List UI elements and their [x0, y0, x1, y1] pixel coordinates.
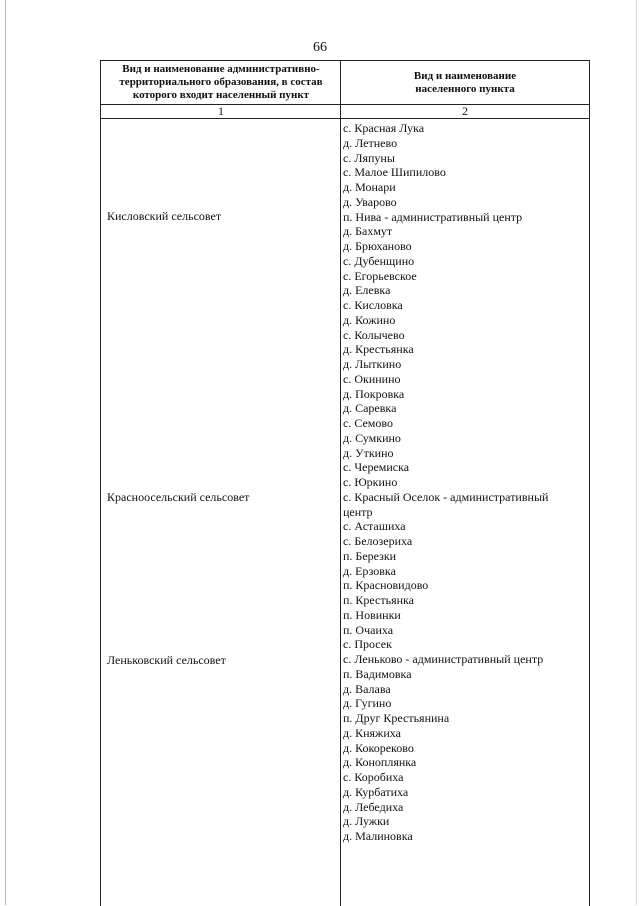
settlement-list [343, 121, 588, 844]
settlement-item: с. Красная Лука [343, 121, 425, 135]
settlement-item: с. Леньково - административный центр [343, 652, 544, 666]
settlement-item: п. Крестьянка [343, 593, 415, 607]
settlement-item: д. Крестьянка [343, 342, 414, 357]
header-col1 [102, 61, 340, 104]
settlements-table [100, 60, 590, 906]
settlement-item: п. Нива - административный центр [343, 209, 523, 224]
column-numbers-divider [100, 118, 590, 119]
settlement-item: п. Красновидово [343, 578, 429, 593]
settlement-item: п. Вадимовка [343, 666, 412, 681]
settlement-item: д. Уткино [343, 445, 394, 460]
admin-unit-lenkovsky: Леньковский сельсовет [107, 653, 226, 667]
settlement-item: д. Лужки [343, 814, 390, 829]
table-border-right [589, 60, 590, 906]
settlement-item: с. Черемиска [343, 460, 410, 475]
settlement-item: п. Друг Крестьянина [343, 711, 450, 725]
settlement-item: с. Коробиха [343, 770, 404, 784]
settlement-item: д. Елевка [343, 283, 391, 298]
column-number-2: 2 [462, 104, 468, 118]
settlement-item: д. Кожино [343, 312, 396, 327]
settlement-item: д. Сумкино [343, 430, 401, 445]
settlement-item: д. Бахмут [343, 224, 393, 239]
settlement-item: д. Монари [343, 180, 396, 194]
settlement-item: п. Березки [343, 548, 397, 563]
settlement-item: д. Летнево [343, 135, 398, 150]
admin-unit-kislovsky: Кисловский сельсовет [107, 209, 222, 223]
settlement-item: д. Уварово [343, 194, 397, 209]
settlement-item: с. Егорьевское [343, 268, 417, 283]
settlement-item: д. Малиновка [343, 829, 413, 843]
settlement-item: д. Ерзовка [343, 563, 396, 578]
settlement-item: д. Коноплянка [343, 755, 417, 770]
settlement-item: с. Малое Шипилово [343, 165, 446, 180]
settlement-item: с. Семово [343, 416, 393, 430]
settlement-item: д. Лыткино [343, 357, 402, 371]
header-col2-text: Вид и наименование населенного пункта [413, 69, 517, 95]
settlement-item: с. Дубенщино [343, 253, 415, 268]
settlement-item: п. Новинки [343, 607, 401, 622]
settlement-item: с. Юркино [343, 475, 398, 489]
settlement-item: с. Красный Оселок - административный центр [343, 489, 549, 519]
settlement-item: д. Курбатиха [343, 784, 409, 799]
table-border-left [100, 60, 101, 906]
settlement-item: д. Валава [343, 681, 391, 696]
column-number-1: 1 [218, 104, 224, 118]
admin-unit-krasnooselsky: Красноосельский сельсовет [107, 490, 250, 504]
settlement-item: с. Колычево [343, 327, 405, 342]
settlement-item: д. Покровка [343, 386, 405, 401]
settlement-item: д. Кокореково [343, 740, 414, 755]
settlement-item: д. Лебедиха [343, 799, 404, 814]
settlement-item: с. Кисловка [343, 298, 403, 312]
table-column-divider [340, 60, 341, 906]
scan-edge-left [5, 0, 6, 905]
header-col2 [342, 61, 588, 104]
settlement-item: с. Окинино [343, 371, 401, 386]
settlement-item: д. Княжиха [343, 725, 401, 740]
settlement-item: д. Саревка [343, 401, 397, 416]
scan-edge-right [636, 0, 637, 905]
settlement-item: с. Ляпуны [343, 150, 395, 165]
settlement-item: с. Асташиха [343, 519, 406, 534]
settlement-item: с. Белозериха [343, 534, 413, 548]
settlement-item: д. Брюханово [343, 239, 412, 253]
page-number: 66 [313, 40, 327, 55]
settlement-item: п. Очаиха [343, 622, 394, 637]
header-col1-text: Вид и наименование административно- территориального образования, в состав которого входит населенный пункт [119, 63, 323, 101]
settlement-item: д. Гугино [343, 696, 392, 711]
settlement-item: с. Просек [343, 637, 392, 652]
